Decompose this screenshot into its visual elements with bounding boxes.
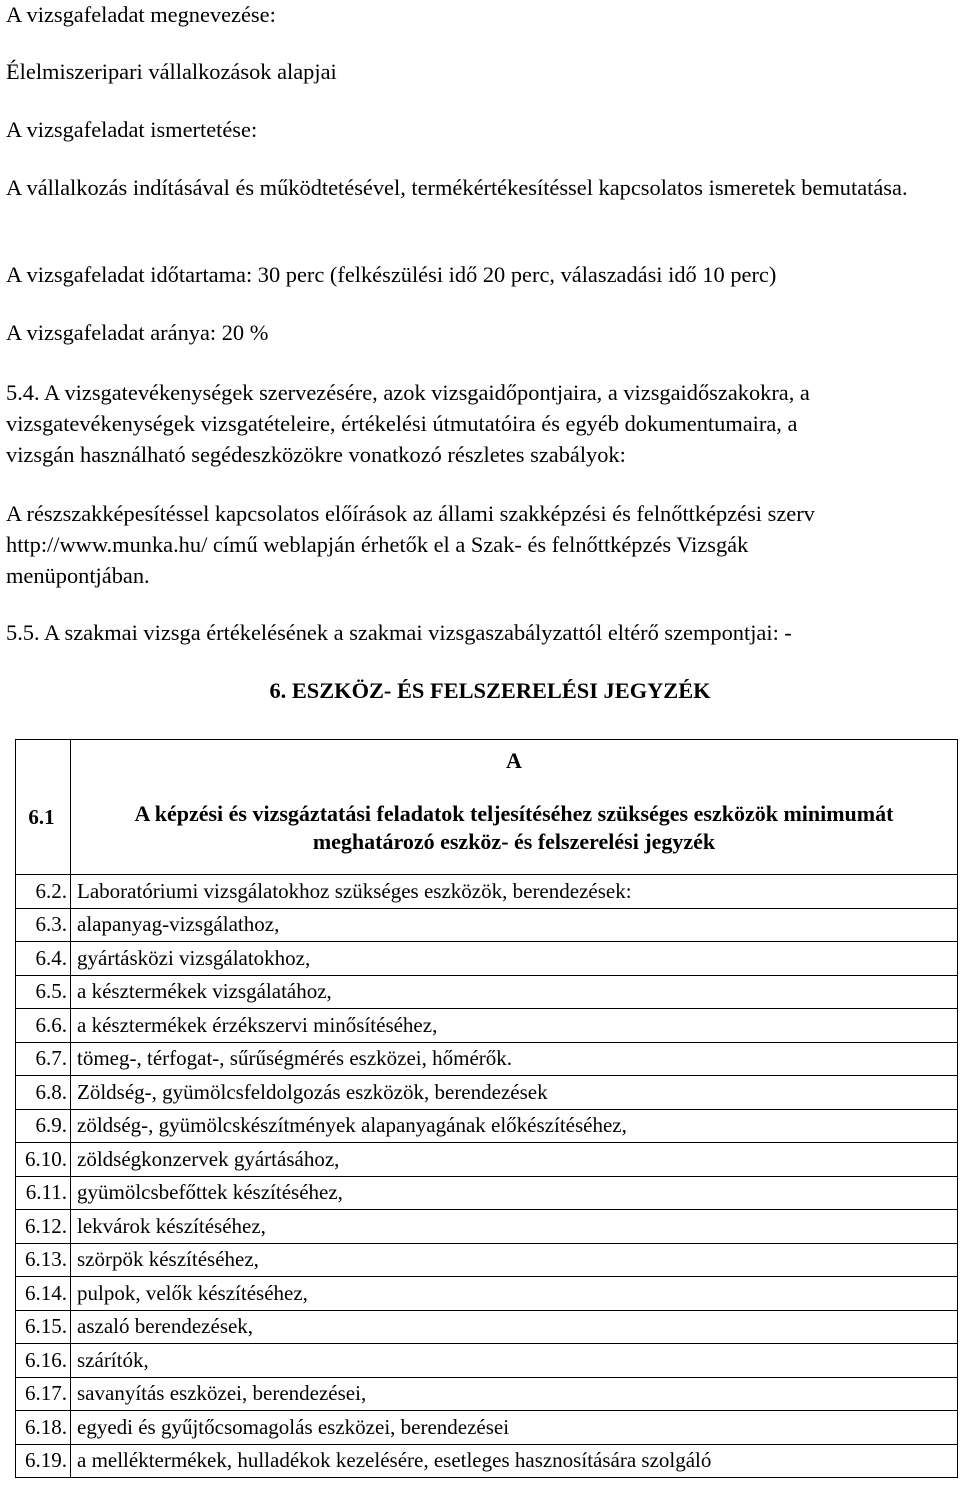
row-text: a késztermékek érzékszervi minősítéséhez, [71, 1009, 958, 1043]
row-text: alapanyag-vizsgálathoz, [71, 908, 958, 942]
table-column-letter: A [71, 740, 958, 783]
row-text: a késztermékek vizsgálatához, [71, 975, 958, 1009]
regulations-line-1: A részszakképesítéssel kapcsolatos előírások az állami szakképzési és felnőttképzési szerv [6, 501, 815, 526]
exam-task-description-value: A vállalkozás indításával és működtetésével, termékértékesítéssel kapcsolatos ismeretek bemutatása. [6, 175, 908, 200]
row-text: savanyítás eszközei, berendezései, [71, 1377, 958, 1411]
row-number: 6.8. [16, 1076, 71, 1110]
row-number: 6.3. [16, 908, 71, 942]
section-title: 6. ESZKÖZ- ÉS FELSZERELÉSI JEGYZÉK [269, 678, 711, 703]
table-row [16, 975, 958, 1009]
row-text: szörpök készítéséhez, [71, 1243, 958, 1277]
row-text: egyedi és gyűjtőcsomagolás eszközei, berendezései [71, 1411, 958, 1445]
table-row [16, 1377, 958, 1411]
exam-task-weight: A vizsgafeladat aránya: 20 % [6, 320, 269, 345]
row-text: zöldségkonzervek gyártásához, [71, 1143, 958, 1177]
exam-task-description-label: A vizsgafeladat ismertetése: [6, 117, 258, 142]
regulations-line-3: menüpontjában. [6, 563, 150, 588]
row-number: 6.19. [16, 1444, 71, 1478]
table-row [16, 1210, 958, 1244]
table-header-description: A képzési és vizsgáztatási feladatok teljesítéséhez szükséges eszközök minimumát meghatározó eszköz- és felszerelési jegyzék [71, 782, 958, 875]
table-row [16, 942, 958, 976]
row-text: Laboratóriumi vizsgálatokhoz szükséges eszközök, berendezések: [71, 875, 958, 909]
table-row [16, 908, 958, 942]
table-row [16, 875, 958, 909]
row-number: 6.17. [16, 1377, 71, 1411]
row-text: gyümölcsbefőttek készítéséhez, [71, 1176, 958, 1210]
row-number: 6.6. [16, 1009, 71, 1043]
exam-rules-line-1: 5.4. A vizsgatevékenységek szervezésére, azok vizsgaidőpontjaira, a vizsgaidőszakokra, a [6, 380, 810, 405]
table-row [16, 1310, 958, 1344]
row-text: szárítók, [71, 1344, 958, 1378]
exam-rules-line-2: vizsgatevékenységek vizsgatételeire, értékelési útmutatóira és egyéb dokumentumaira, a [6, 411, 798, 436]
row-number: 6.16. [16, 1344, 71, 1378]
row-number: 6.14. [16, 1277, 71, 1311]
table-row [16, 1344, 958, 1378]
table-row [16, 1109, 958, 1143]
table-row [16, 1176, 958, 1210]
row-text: tömeg-, térfogat-, sűrűségmérés eszközei, hőmérők. [71, 1042, 958, 1076]
row-text: gyártásközi vizsgálatokhoz, [71, 942, 958, 976]
table-row [16, 1009, 958, 1043]
table-row [16, 1042, 958, 1076]
row-text: a melléktermékek, hulladékok kezelésére, esetleges hasznosítására szolgáló [71, 1444, 958, 1478]
table-row [16, 1243, 958, 1277]
table-row [16, 1277, 958, 1311]
row-number: 6.5. [16, 975, 71, 1009]
row-text: lekvárok készítéséhez, [71, 1210, 958, 1244]
exam-rules-line-3: vizsgán használható segédeszközökre vonatkozó részletes szabályok: [6, 442, 626, 467]
exam-task-name-value: Élelmiszeripari vállalkozások alapjai [6, 59, 337, 84]
row-number: 6.7. [16, 1042, 71, 1076]
exam-task-name-label: A vizsgafeladat megnevezése: [6, 2, 276, 27]
row-number: 6.2. [16, 875, 71, 909]
regulations-line-2: http://www.munka.hu/ című weblapján érhetők el a Szak- és felnőttképzés Vizsgák [6, 532, 749, 557]
equipment-table [15, 739, 958, 1478]
table-header-row [16, 740, 958, 783]
row-number: 6.9. [16, 1109, 71, 1143]
table-row [16, 1143, 958, 1177]
row-text: Zöldség-, gyümölcsfeldolgozás eszközök, berendezések [71, 1076, 958, 1110]
evaluation-criteria: 5.5. A szakmai vizsga értékelésének a szakmai vizsgaszabályzattól eltérő szempontjai: - [6, 620, 792, 645]
row-number: 6.10. [16, 1143, 71, 1177]
row-text: aszaló berendezések, [71, 1310, 958, 1344]
table-row [16, 1411, 958, 1445]
exam-task-duration: A vizsgafeladat időtartama: 30 perc (felkészülési idő 20 perc, válaszadási idő 10 perc) [6, 262, 777, 287]
row-number: 6.11. [16, 1176, 71, 1210]
table-row [16, 1076, 958, 1110]
row-number: 6.18. [16, 1411, 71, 1445]
row-number: 6.15. [16, 1310, 71, 1344]
table-row [16, 1444, 958, 1478]
table-header-number: 6.1 [16, 740, 71, 875]
row-number: 6.13. [16, 1243, 71, 1277]
table-header-description-row [16, 782, 958, 875]
row-number: 6.12. [16, 1210, 71, 1244]
row-number: 6.4. [16, 942, 71, 976]
row-text: zöldség-, gyümölcskészítmények alapanyagának előkészítéséhez, [71, 1109, 958, 1143]
row-text: pulpok, velők készítéséhez, [71, 1277, 958, 1311]
